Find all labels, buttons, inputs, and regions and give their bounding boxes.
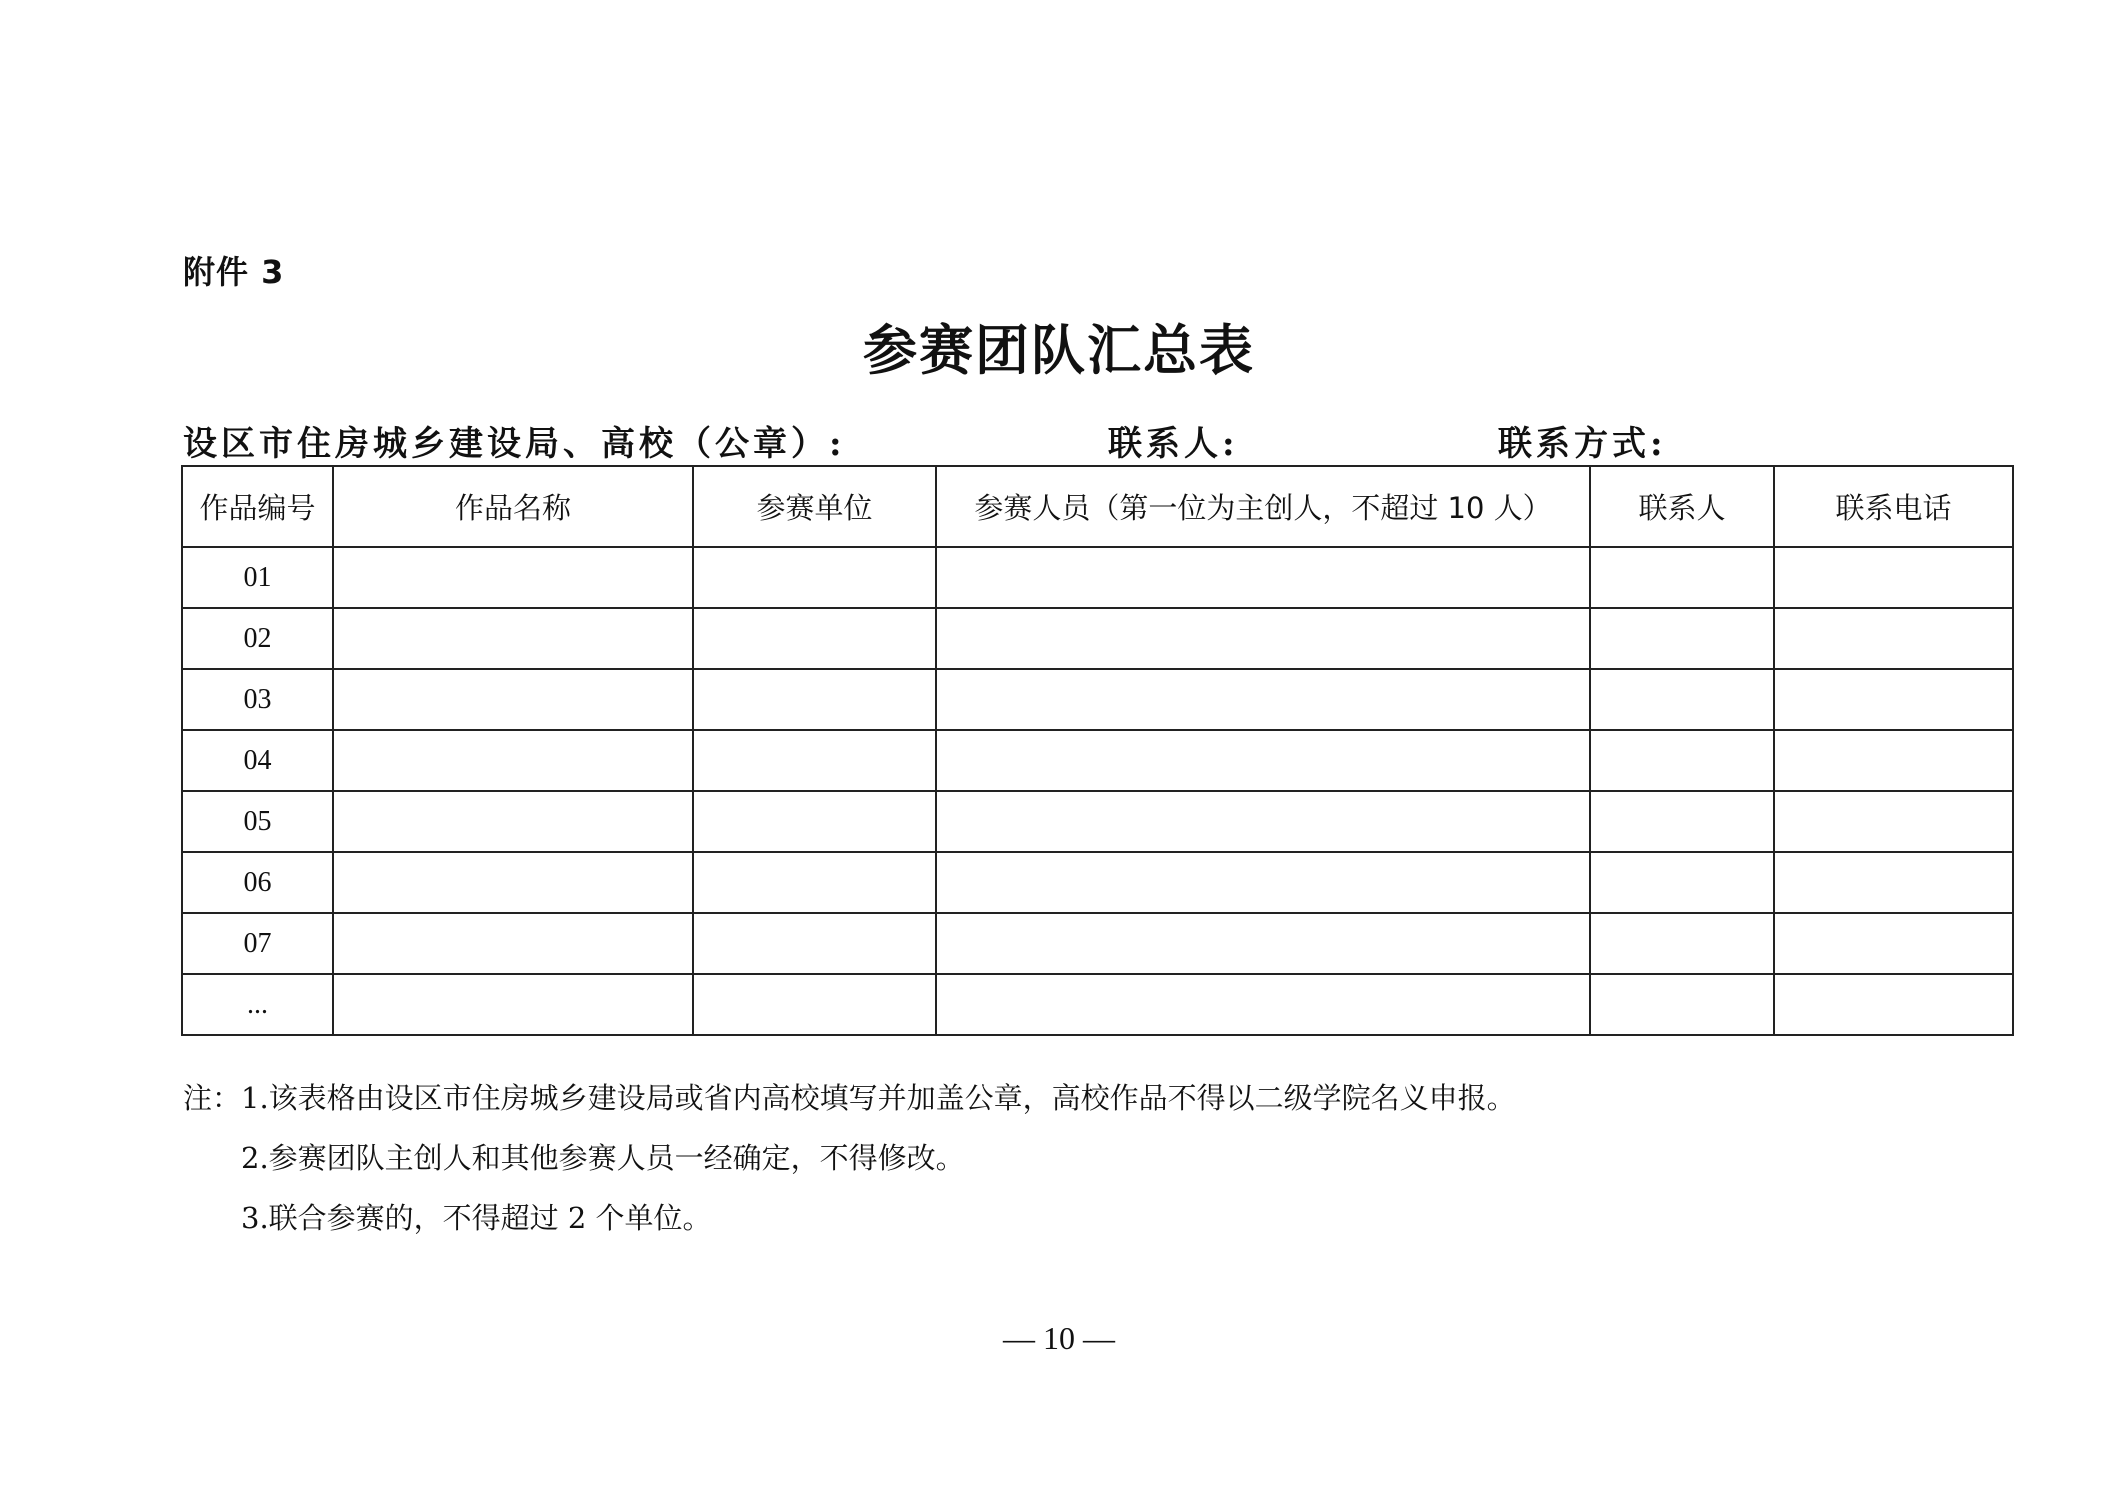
note-item: 3.联合参赛的，不得超过 2 个单位。 [241, 1201, 712, 1235]
contact-phone-cell[interactable] [1774, 913, 2013, 974]
page-number: — 10 — [1003, 1320, 1115, 1356]
participants-cell[interactable] [936, 913, 1590, 974]
participants-cell[interactable] [936, 547, 1590, 608]
participants-cell[interactable] [936, 974, 1590, 1035]
contact-phone-cell[interactable] [1774, 974, 2013, 1035]
unit-cell[interactable] [693, 608, 936, 669]
table-row [182, 547, 2013, 608]
work-name-cell[interactable] [333, 608, 693, 669]
header-work-name: 作品名称 [333, 466, 693, 547]
work-name-cell[interactable] [333, 791, 693, 852]
row-number: 06 [182, 852, 333, 913]
unit-cell[interactable] [693, 852, 936, 913]
table-row [182, 852, 2013, 913]
contact-person-label: 联系人: [1108, 424, 1239, 464]
contact-person-cell[interactable] [1590, 913, 1774, 974]
contact-method-label: 联系方式: [1498, 424, 1667, 464]
participants-cell[interactable] [936, 791, 1590, 852]
table-row [182, 791, 2013, 852]
contact-phone-cell[interactable] [1774, 547, 2013, 608]
note-item: 注：1.该表格由设区市住房城乡建设局或省内高校填写并加盖公章，高校作品不得以二级学院名义申报。 [183, 1081, 1516, 1115]
contact-phone-cell[interactable] [1774, 730, 2013, 791]
team-summary-table [181, 465, 2014, 1036]
work-name-cell[interactable] [333, 974, 693, 1035]
unit-cell[interactable] [693, 547, 936, 608]
work-name-cell[interactable] [333, 669, 693, 730]
header-participating-unit: 参赛单位 [693, 466, 936, 547]
unit-cell[interactable] [693, 669, 936, 730]
header-contact-phone: 联系电话 [1774, 466, 2013, 547]
table-row [182, 913, 2013, 974]
participants-cell[interactable] [936, 852, 1590, 913]
participants-cell[interactable] [936, 608, 1590, 669]
unit-cell[interactable] [693, 974, 936, 1035]
row-number: 01 [182, 547, 333, 608]
work-name-cell[interactable] [333, 913, 693, 974]
work-name-cell[interactable] [333, 730, 693, 791]
contact-phone-cell[interactable] [1774, 669, 2013, 730]
contact-phone-cell[interactable] [1774, 608, 2013, 669]
unit-cell[interactable] [693, 791, 936, 852]
work-name-cell[interactable] [333, 852, 693, 913]
header-work-number: 作品编号 [182, 466, 333, 547]
contact-person-cell[interactable] [1590, 730, 1774, 791]
header-participants: 参赛人员（第一位为主创人，不超过 10 人） [936, 466, 1590, 547]
contact-person-cell[interactable] [1590, 547, 1774, 608]
table-row [182, 730, 2013, 791]
table-row [182, 974, 2013, 1035]
row-number: 03 [182, 669, 333, 730]
row-number: 05 [182, 791, 333, 852]
contact-phone-cell[interactable] [1774, 791, 2013, 852]
notes-section [183, 1068, 1516, 1248]
contact-person-cell[interactable] [1590, 852, 1774, 913]
participants-cell[interactable] [936, 669, 1590, 730]
attachment-label: 附件 3 [183, 253, 285, 291]
header-contact-person: 联系人 [1590, 466, 1774, 547]
table-header-row [182, 466, 2013, 547]
row-number: ... [182, 974, 333, 1035]
table-row [182, 669, 2013, 730]
row-number: 02 [182, 608, 333, 669]
contact-person-cell[interactable] [1590, 791, 1774, 852]
row-number: 07 [182, 913, 333, 974]
contact-phone-cell[interactable] [1774, 852, 2013, 913]
note-item: 2.参赛团队主创人和其他参赛人员一经确定，不得修改。 [241, 1141, 965, 1175]
organization-label: 设区市住房城乡建设局、高校（公章）: [183, 424, 846, 464]
document-title: 参赛团队汇总表 [863, 318, 1255, 382]
work-name-cell[interactable] [333, 547, 693, 608]
contact-person-cell[interactable] [1590, 974, 1774, 1035]
unit-cell[interactable] [693, 913, 936, 974]
table-row [182, 608, 2013, 669]
unit-cell[interactable] [693, 730, 936, 791]
contact-person-cell[interactable] [1590, 669, 1774, 730]
row-number: 04 [182, 730, 333, 791]
participants-cell[interactable] [936, 730, 1590, 791]
contact-person-cell[interactable] [1590, 608, 1774, 669]
